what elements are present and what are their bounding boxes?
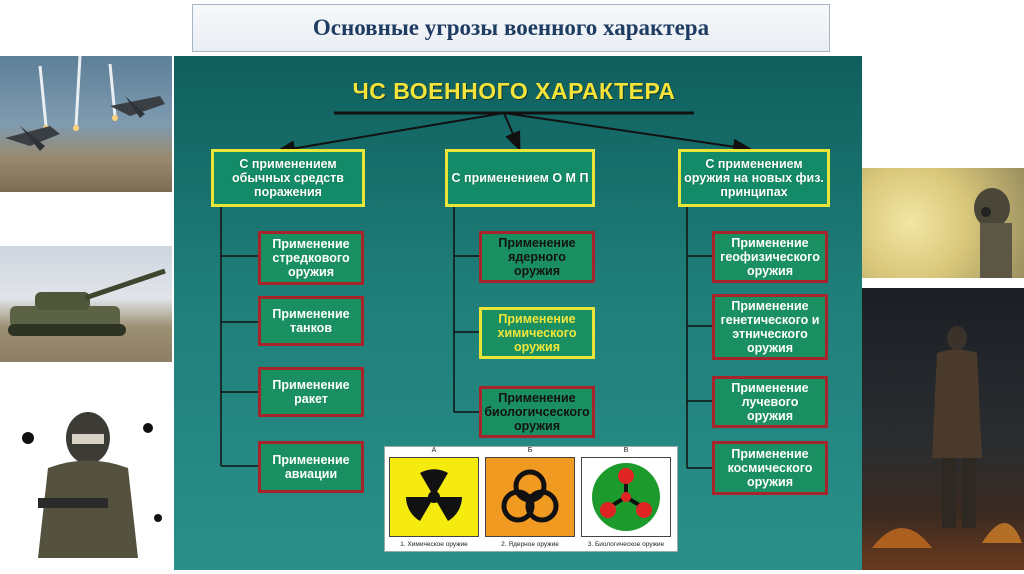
tank-photo xyxy=(0,246,172,362)
arrow-right xyxy=(504,113,749,149)
category-wmd: С применением О М П xyxy=(445,149,595,207)
leaf-space: Применение космического оружия xyxy=(712,441,828,495)
fighter-jets-photo xyxy=(0,56,172,192)
gas-cloud-photo xyxy=(862,168,1024,278)
chemical-icon xyxy=(582,458,670,536)
soldier-art xyxy=(8,398,168,568)
fighter-jets-image xyxy=(0,56,172,192)
leaf-nuclear: Применение ядерного оружия xyxy=(479,231,595,283)
category-conventional: С применением обычных средств поражения xyxy=(211,149,365,207)
leaf-chemical: Применение химического оружия xyxy=(479,307,595,359)
radiation-icon xyxy=(390,458,478,536)
leaf-beam: Применение лучевого оружия xyxy=(712,376,828,428)
leaf-small-arms: Применение стредкового оружия xyxy=(258,231,364,285)
arrow-center xyxy=(504,113,519,148)
slide-title: Основные угрозы военного характера xyxy=(312,15,710,40)
biohazard-icon xyxy=(486,458,574,536)
soldier-fire-photo xyxy=(862,288,1024,570)
leaf-geophysical: Применение геофизического оружия xyxy=(712,231,828,283)
hazard-letter-c: В xyxy=(623,447,629,454)
arrow-left xyxy=(279,113,504,151)
hazard-caption-2: 2. Ядерное оружие xyxy=(501,541,559,548)
radiation-symbol xyxy=(389,457,479,537)
biohazard-symbol xyxy=(485,457,575,537)
diagram-panel xyxy=(174,56,862,570)
hazard-symbols-panel xyxy=(384,446,678,552)
tank-image xyxy=(0,246,172,362)
hazard-letter-a: А xyxy=(431,447,437,454)
hazard-letter-b: Б xyxy=(527,447,533,454)
category-new-physics: С применением оружия на новых физ. принципах xyxy=(678,149,830,207)
leaf-aviation: Применение авиации xyxy=(258,441,364,493)
leaf-rockets: Применение ракет xyxy=(258,367,364,417)
hazard-caption-1: 1. Химическое оружие xyxy=(400,541,468,548)
leaf-tanks: Применение танков xyxy=(258,296,364,346)
leaf-biological: Применение биологичсеского оружия xyxy=(479,386,595,438)
leaf-genetic: Применение генетического и этнического оружия xyxy=(712,294,828,360)
chemical-symbol xyxy=(581,457,671,537)
slide-title-box xyxy=(192,4,830,52)
gas-mask-soldier-image xyxy=(862,168,1024,278)
hazard-caption-3: 3. Биологическое оружие xyxy=(587,541,665,548)
soldier-art-image xyxy=(8,398,168,568)
diagram-title: ЧС ВОЕННОГО ХАРАКТЕРА xyxy=(352,78,676,104)
soldier-fire-image xyxy=(862,288,1024,570)
